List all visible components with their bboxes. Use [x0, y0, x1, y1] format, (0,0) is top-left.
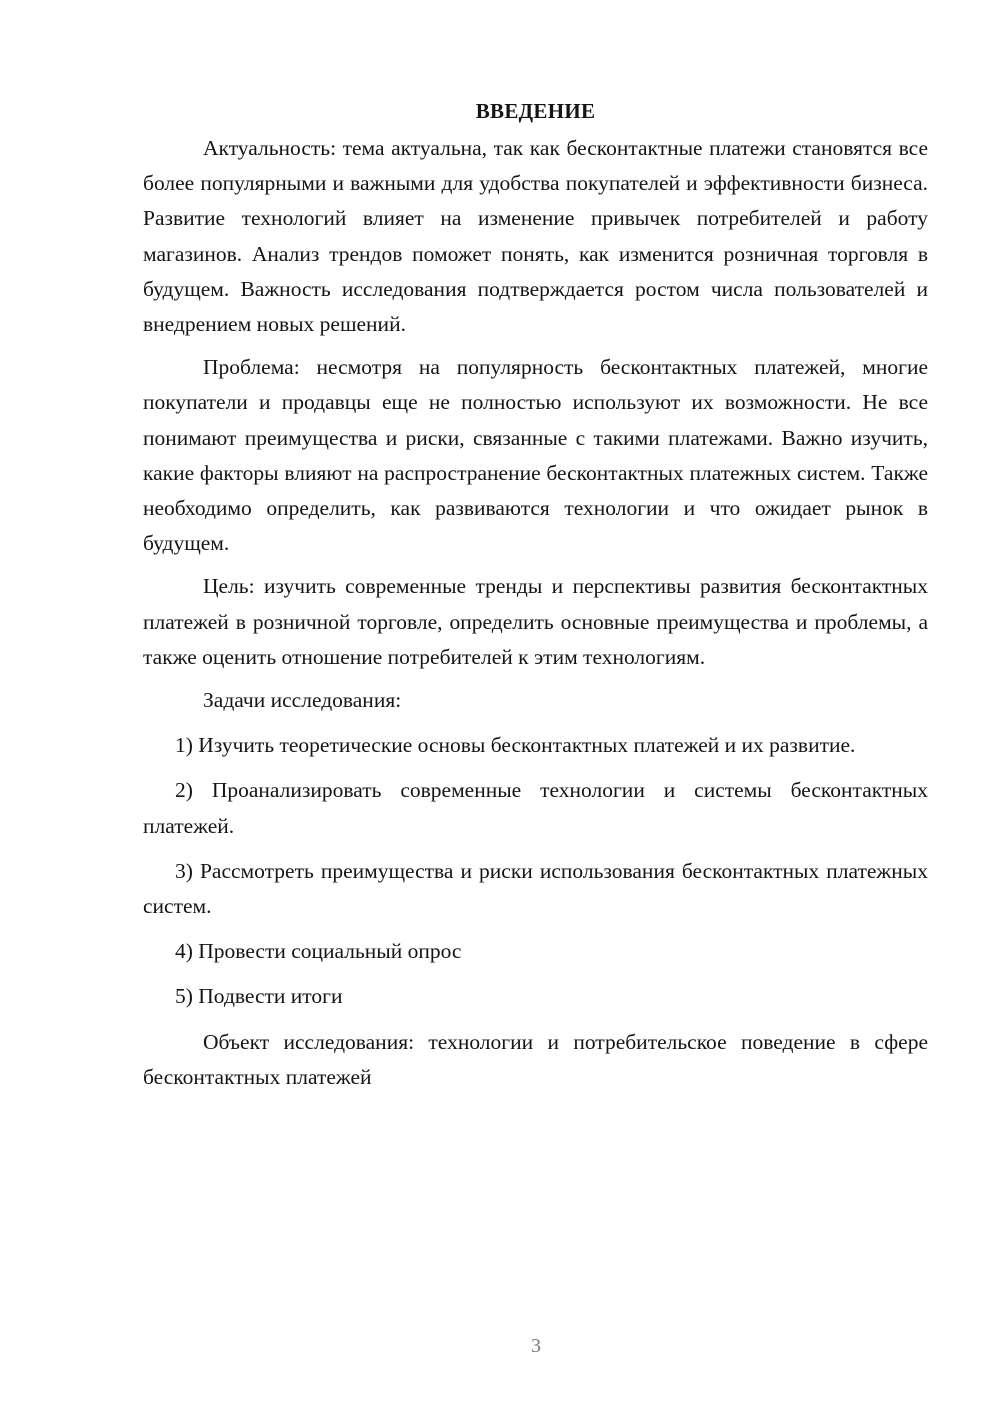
paragraph-goal: Цель: изучить современные тренды и перспективы развития бесконтактных платежей в розничной торговле, определить основные преимущества и проблемы, а также оценить отношение потребителей к этим технологиям.: [143, 574, 928, 669]
paragraph-relevance: Актуальность: тема актуальна, так как бесконтактные платежи становятся все более популярными и важными для удобства покупателей и эффективности бизнеса. Развитие технологий влияет на изменение привычек потребителей и работу магазинов. Анализ трендов поможет понять, как изменится розничная торговля в будущем. Важность исследования подтверждается ростом числа пользователей и внедрением новых решений.: [143, 136, 928, 337]
paragraph-problem: Проблема: несмотря на популярность бесконтактных платежей, многие покупатели и продавцы еще не полностью используют их возможности. Не все понимают преимущества и риски, связанные с такими платежами. Важно изучить, какие факторы влияют на распространение бесконтактных платежных систем. Также необходимо определить, как развиваются технологии и что ожидает рынок в будущем.: [143, 355, 928, 556]
section-title: ВВЕДЕНИЕ: [475, 99, 596, 123]
task-item-4: 4) Провести социальный опрос: [175, 939, 462, 964]
page-content: [143, 94, 928, 1103]
task-item-1: 1) Изучить теоретические основы бесконтактных платежей и их развитие.: [175, 733, 856, 758]
task-item-5: 5) Подвести итоги: [175, 984, 343, 1009]
task-item-2: 2) Проанализировать современные технологии и системы бесконтактных платежей.: [143, 778, 928, 838]
tasks-list: [143, 728, 928, 1014]
page-number: 3: [531, 1335, 541, 1357]
task-item-3: 3) Рассмотреть преимущества и риски использования бесконтактных платежных систем.: [143, 858, 928, 919]
tasks-heading: Задачи исследования:: [203, 688, 402, 713]
paragraph-object: Объект исследования: технологии и потребительское поведение в сфере бесконтактных платежей: [143, 1029, 928, 1089]
